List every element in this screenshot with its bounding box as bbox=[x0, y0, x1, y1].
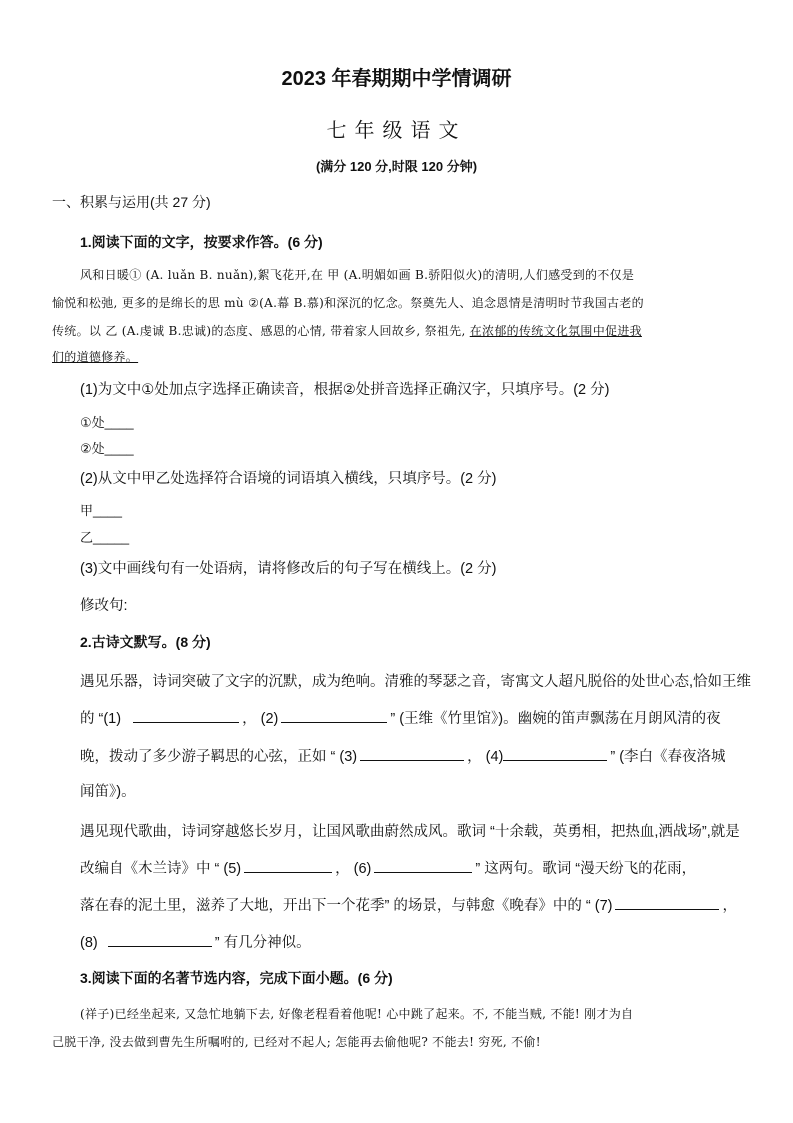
q1-passage-line-1: 风和日暖① (A. luǎn B. nuǎn),絮飞花开,在 甲 (A.明媚如画 B.骄阳似火)的清明,人们感受到的不仅是 bbox=[80, 268, 635, 282]
q2-para-1-line-2 bbox=[80, 707, 721, 728]
q1-underlined-sentence-part-1: 在浓郁的传统文化氛围中促进我 bbox=[469, 324, 642, 338]
q2-blank-8[interactable] bbox=[108, 932, 212, 947]
section-heading: 一、积累与运用(共 27 分) bbox=[52, 194, 211, 210]
q2-blank-3[interactable] bbox=[360, 746, 464, 761]
q2-blank-5-label: 改编自《木兰诗》中 “ (5) bbox=[80, 861, 242, 877]
q3-passage-line-2: 己脱干净, 没去做到曹先生所嘱咐的, 已经对不起人; 怎能再去偷他呢? 不能去! 穷死, 不偷! bbox=[52, 1035, 541, 1049]
q1-underlined-sentence-part-2: 们的道德修养。 bbox=[52, 350, 139, 364]
q1-sub-2-answer-b[interactable]: 乙_____ bbox=[80, 530, 130, 545]
q2-blank-8-label: (8) bbox=[80, 935, 98, 951]
question-1-prompt: 1.阅读下面的文字，按要求作答。(6 分) bbox=[80, 234, 323, 250]
q2-para-2-line-4 bbox=[80, 931, 311, 952]
q2-blank-2[interactable] bbox=[281, 708, 387, 723]
q2-blank-4-label: ， (4) bbox=[467, 749, 504, 765]
q1-sub-1: (1)为文中①处加点字选择正确读音，根据②处拼音选择正确汉字，只填序号。(2 分) bbox=[80, 382, 610, 398]
q1-passage-line-4 bbox=[52, 348, 138, 365]
q2-para-2-line-3 bbox=[80, 894, 737, 915]
q2-blank-6[interactable] bbox=[374, 858, 472, 873]
question-2-prompt: 2.古诗文默写。(8 分) bbox=[80, 634, 211, 650]
page-title: 2023 年春期期中学情调研 bbox=[281, 68, 512, 90]
q1-passage-line-3 bbox=[52, 322, 642, 339]
q2-blank-6-label: ， (6) bbox=[335, 861, 372, 877]
q1-sub-2-answer-a[interactable]: 甲____ bbox=[80, 503, 122, 518]
q1-sub-1-answer-b[interactable]: ②处____ bbox=[80, 441, 134, 456]
q2-para-1-line-3 bbox=[80, 745, 726, 766]
q2-para-1-line-4: 闻笛》)。 bbox=[80, 784, 136, 800]
q1-passage-line-3-text: 传统。以 乙 (A.虔诚 B.忠诚)的态度、感恩的心情, 带着家人回故乡, 祭祖先, bbox=[52, 324, 470, 338]
score-time-note: (满分 120 分,时限 120 分钟) bbox=[315, 159, 478, 174]
q2-para-1-line-2-tail: ” (王维《竹里馆》)。幽婉的笛声飘荡在月朗风清的夜 bbox=[390, 711, 721, 727]
q2-para-2-line-2 bbox=[80, 857, 696, 878]
q2-blank-4[interactable] bbox=[503, 746, 607, 761]
q1-sub-2: (2)从文中甲乙处选择符合语境的词语填入横线，只填序号。(2 分) bbox=[80, 471, 497, 487]
q2-blank-3-label: 晚，拨动了多少游子羁思的心弦，正如 “ (3) bbox=[80, 749, 358, 765]
page-subtitle: 七年级语文 bbox=[326, 118, 467, 142]
q2-para-2-line-4-tail: ” 有几分神似。 bbox=[214, 935, 311, 951]
q1-sub-3-answer[interactable]: 修改句: bbox=[80, 598, 128, 614]
q3-passage-line-1: (祥子)已经坐起来, 又急忙地躺下去, 好像老程看着他呢! 心中跳了起来。不, 不能当贼, 不能! 刚才为自 bbox=[80, 1007, 634, 1021]
q2-blank-7-label: 落在春的泥土里，滋养了大地，开出下一个花季” 的场景，与韩愈《晚春》中的 “ (7) bbox=[80, 898, 613, 914]
q2-para-1-line-3-tail: ” (李白《春夜洛城 bbox=[610, 749, 726, 765]
q2-para-2-line-2-tail: ” 这两句。歌词 “漫天纷飞的花雨， bbox=[475, 861, 697, 877]
q2-para-1-line-1: 遇见乐器，诗词突破了文字的沉默，成为绝响。清雅的琴瑟之音，寄寓文人超凡脱俗的处世心态,恰如王维 bbox=[80, 674, 752, 690]
q2-para-2-line-1: 遇见现代歌曲，诗词穿越悠长岁月，让国风歌曲蔚然成风。歌词 “十余载，英勇相，把热血,洒战场”,就是 bbox=[80, 824, 740, 840]
q2-blank-5[interactable] bbox=[244, 858, 332, 873]
q2-para-2-line-3-tail: ， bbox=[722, 898, 737, 914]
q2-blank-1-label: 的 “(1) bbox=[80, 711, 122, 727]
q1-sub-3: (3)文中画线句有一处语病，请将修改后的句子写在横线上。(2 分) bbox=[80, 561, 497, 577]
q1-passage-line-2: 愉悦和松弛, 更多的是绵长的思 mù ②(A.幕 B.慕)和深沉的忆念。祭奠先人、追念恩情是清明时节我国古老的 bbox=[52, 296, 644, 310]
q2-blank-1[interactable] bbox=[133, 708, 239, 723]
q2-blank-2-label: ， (2) bbox=[242, 711, 279, 727]
q2-blank-7[interactable] bbox=[615, 895, 719, 910]
q1-sub-1-answer-a[interactable]: ①处____ bbox=[80, 415, 134, 430]
question-3-prompt: 3.阅读下面的名著节选内容，完成下面小题。(6 分) bbox=[80, 970, 393, 986]
